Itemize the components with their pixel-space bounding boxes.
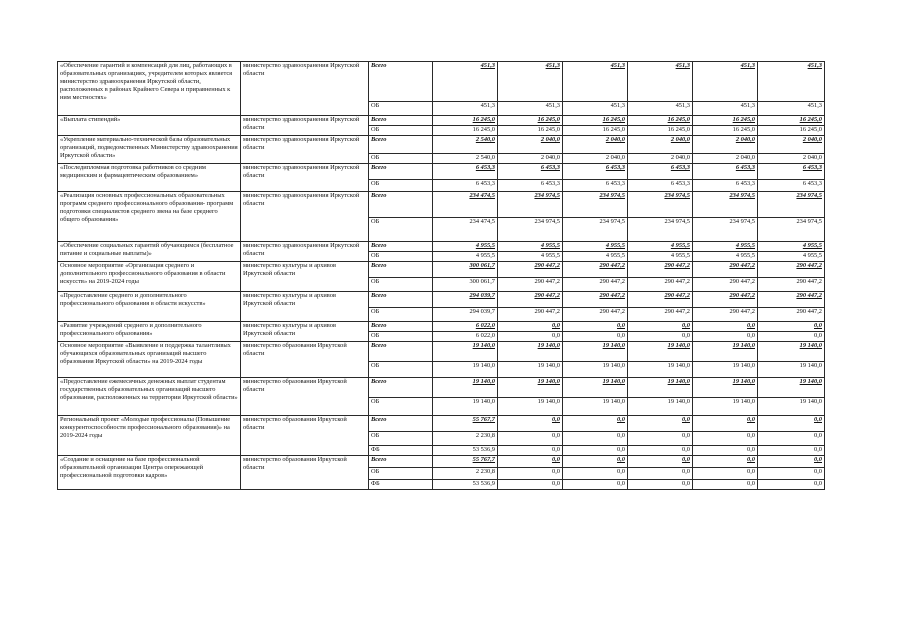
activity-name-cell: «Обеспечение социальных гарантий обучающимся (бесплатное питание и социальные выплаты)»: [58, 242, 241, 262]
funding-source-cell: ОБ: [369, 278, 433, 292]
amount-cell: 4 955,5: [433, 242, 498, 252]
amount-cell: 0,0: [693, 446, 758, 456]
amount-cell: 294 039,7: [433, 308, 498, 322]
funding-source-cell: Всего: [369, 192, 433, 218]
amount-cell: 290 447,2: [498, 292, 563, 308]
amount-cell: 0,0: [563, 468, 628, 480]
amount-cell: 290 447,2: [498, 308, 563, 322]
amount-cell: 55 767,7: [433, 456, 498, 468]
amount-cell: 451,3: [628, 62, 693, 102]
amount-cell: 19 140,0: [563, 342, 628, 362]
amount-cell: 0,0: [563, 322, 628, 332]
responsible-executor-cell: министерство образования Иркутской области: [241, 342, 369, 378]
amount-cell: 234 974,5: [498, 218, 563, 242]
amount-cell: 0,0: [628, 480, 693, 490]
amount-cell: 6 453,3: [693, 180, 758, 192]
amount-cell: 0,0: [498, 446, 563, 456]
amount-cell: 451,3: [693, 62, 758, 102]
amount-cell: 300 061,7: [433, 262, 498, 278]
responsible-executor-cell: министерство здравоохранения Иркутской области: [241, 164, 369, 192]
amount-cell: 234 474,5: [433, 192, 498, 218]
amount-cell: 0,0: [563, 416, 628, 432]
amount-cell: 290 447,2: [628, 308, 693, 322]
activity-name-cell: «Реализация основных профессиональных образовательных программ среднего профессионального образования- программ подготовки специалистов среднего звена на базе среднего общего образования»: [58, 192, 241, 242]
activity-name-cell: Региональный проект «Молодые профессионалы (Повышение конкурентоспособности профессионального образования)» на 2019-2024 годы: [58, 416, 241, 456]
amount-cell: 2 040,0: [758, 154, 825, 164]
responsible-executor-cell: министерство культуры и архивов Иркутской области: [241, 292, 369, 322]
table-row: [58, 62, 825, 102]
amount-cell: 234 474,5: [433, 218, 498, 242]
funding-source-cell: Всего: [369, 116, 433, 126]
responsible-executor-cell: министерство образования Иркутской области: [241, 416, 369, 456]
amount-cell: 0,0: [693, 468, 758, 480]
amount-cell: 16 245,0: [433, 126, 498, 136]
amount-cell: 290 447,2: [693, 262, 758, 278]
amount-cell: 0,0: [693, 480, 758, 490]
amount-cell: 2 040,0: [498, 154, 563, 164]
activity-name-cell: Основное мероприятие «Выявление и поддержка талантливых обучающихся образовательных организаций высшего образования Иркутской области» на 2019-2024 годы: [58, 342, 241, 378]
amount-cell: 6 453,3: [563, 164, 628, 180]
amount-cell: 16 245,0: [498, 116, 563, 126]
amount-cell: 0,0: [498, 432, 563, 446]
amount-cell: 19 140,0: [498, 398, 563, 416]
amount-cell: 0,0: [628, 468, 693, 480]
amount-cell: 2 040,0: [628, 136, 693, 154]
table-row: [58, 164, 825, 180]
responsible-executor-cell: министерство культуры и архивов Иркутской области: [241, 322, 369, 342]
amount-cell: 19 140,0: [628, 342, 693, 362]
amount-cell: 0,0: [498, 456, 563, 468]
responsible-executor-cell: министерство здравоохранения Иркутской области: [241, 136, 369, 164]
amount-cell: 6 453,3: [628, 180, 693, 192]
amount-cell: 451,3: [563, 62, 628, 102]
table-row: [58, 292, 825, 308]
amount-cell: 4 955,5: [433, 252, 498, 262]
amount-cell: 4 955,5: [628, 252, 693, 262]
activity-name-cell: «Создание и оснащение на базе профессиональной образовательной организации Центра опережающей профессиональной подготовки кадров»: [58, 456, 241, 490]
activity-name-cell: «Развитие учреждений среднего и дополнительного профессионального образования»: [58, 322, 241, 342]
amount-cell: 0,0: [628, 432, 693, 446]
amount-cell: 0,0: [563, 456, 628, 468]
amount-cell: 19 140,0: [433, 378, 498, 398]
amount-cell: 6 453,3: [433, 180, 498, 192]
amount-cell: 16 245,0: [563, 126, 628, 136]
amount-cell: 19 140,0: [693, 398, 758, 416]
amount-cell: 19 140,0: [693, 342, 758, 362]
amount-cell: 0,0: [498, 416, 563, 432]
budget-table-body: [58, 62, 825, 490]
responsible-executor-cell: министерство образования Иркутской области: [241, 378, 369, 416]
funding-source-cell: Всего: [369, 416, 433, 432]
amount-cell: 0,0: [628, 416, 693, 432]
table-row: [58, 262, 825, 278]
amount-cell: 234 974,5: [628, 192, 693, 218]
amount-cell: 4 955,5: [758, 242, 825, 252]
amount-cell: 19 140,0: [628, 398, 693, 416]
amount-cell: 234 974,5: [563, 218, 628, 242]
amount-cell: 6 453,3: [433, 164, 498, 180]
activity-name-cell: Основное мероприятие «Организация среднего и дополнительного профессионального образования в области искусств» на 2019-2024 годы: [58, 262, 241, 292]
amount-cell: 234 974,5: [758, 218, 825, 242]
amount-cell: 290 447,2: [628, 262, 693, 278]
amount-cell: 0,0: [758, 432, 825, 446]
amount-cell: 234 974,5: [693, 192, 758, 218]
amount-cell: 0,0: [498, 322, 563, 332]
amount-cell: 19 140,0: [433, 342, 498, 362]
funding-source-cell: Всего: [369, 164, 433, 180]
funding-source-cell: Всего: [369, 262, 433, 278]
funding-source-cell: ОБ: [369, 126, 433, 136]
amount-cell: 16 245,0: [498, 126, 563, 136]
amount-cell: 6 022,0: [433, 322, 498, 332]
amount-cell: 0,0: [693, 416, 758, 432]
amount-cell: 6 453,3: [758, 180, 825, 192]
table-row: [58, 322, 825, 332]
amount-cell: 290 447,2: [628, 278, 693, 292]
funding-source-cell: Всего: [369, 62, 433, 102]
amount-cell: 19 140,0: [758, 362, 825, 378]
amount-cell: 53 536,9: [433, 480, 498, 490]
amount-cell: 4 955,5: [563, 242, 628, 252]
amount-cell: 0,0: [563, 332, 628, 342]
responsible-executor-cell: министерство здравоохранения Иркутской области: [241, 242, 369, 262]
amount-cell: 0,0: [758, 468, 825, 480]
amount-cell: 0,0: [693, 322, 758, 332]
amount-cell: 2 040,0: [693, 136, 758, 154]
funding-source-cell: ОБ: [369, 332, 433, 342]
amount-cell: 451,3: [693, 102, 758, 116]
amount-cell: 0,0: [758, 416, 825, 432]
amount-cell: 290 447,2: [758, 308, 825, 322]
amount-cell: 451,3: [498, 102, 563, 116]
amount-cell: 4 955,5: [498, 242, 563, 252]
funding-source-cell: ОБ: [369, 362, 433, 378]
funding-source-cell: ОБ: [369, 432, 433, 446]
amount-cell: 290 447,2: [498, 278, 563, 292]
amount-cell: 290 447,2: [563, 308, 628, 322]
amount-cell: 4 955,5: [693, 242, 758, 252]
amount-cell: 2 040,0: [628, 154, 693, 164]
amount-cell: 4 955,5: [758, 252, 825, 262]
amount-cell: 0,0: [693, 432, 758, 446]
amount-cell: 290 447,2: [693, 278, 758, 292]
amount-cell: 19 140,0: [758, 342, 825, 362]
amount-cell: 234 974,5: [693, 218, 758, 242]
amount-cell: 53 536,9: [433, 446, 498, 456]
amount-cell: 19 140,0: [433, 398, 498, 416]
responsible-executor-cell: министерство здравоохранения Иркутской области: [241, 116, 369, 136]
amount-cell: 290 447,2: [758, 292, 825, 308]
amount-cell: 16 245,0: [628, 126, 693, 136]
amount-cell: 19 140,0: [498, 378, 563, 398]
responsible-executor-cell: министерство образования Иркутской области: [241, 456, 369, 490]
funding-source-cell: Всего: [369, 322, 433, 332]
activity-name-cell: «Укрепление материально-технической базы образовательных организаций, подведомственных Министерству здравоохранения Иркутской области»: [58, 136, 241, 164]
amount-cell: 19 140,0: [693, 378, 758, 398]
activity-name-cell: «Обеспечение гарантий и компенсаций для лиц, работающих в образовательных организациях, учредителем которых является министерство здравоохранения Иркутской области, расположенных в районах Крайнего Севера и приравненных к ним местностях»: [58, 62, 241, 116]
amount-cell: 16 245,0: [433, 116, 498, 126]
amount-cell: 234 974,5: [758, 192, 825, 218]
amount-cell: 0,0: [628, 322, 693, 332]
table-row: [58, 342, 825, 362]
amount-cell: 451,3: [433, 62, 498, 102]
responsible-executor-cell: министерство культуры и архивов Иркутской области: [241, 262, 369, 292]
amount-cell: 6 453,3: [628, 164, 693, 180]
activity-name-cell: «Выплата стипендий»: [58, 116, 241, 136]
amount-cell: 6 453,3: [693, 164, 758, 180]
amount-cell: 6 453,3: [498, 180, 563, 192]
amount-cell: 451,3: [498, 62, 563, 102]
amount-cell: 451,3: [758, 102, 825, 116]
amount-cell: 290 447,2: [563, 278, 628, 292]
amount-cell: 0,0: [498, 468, 563, 480]
amount-cell: 0,0: [628, 332, 693, 342]
amount-cell: 4 955,5: [563, 252, 628, 262]
table-row: [58, 416, 825, 432]
amount-cell: 16 245,0: [758, 116, 825, 126]
amount-cell: 234 974,5: [628, 218, 693, 242]
amount-cell: 290 447,2: [628, 292, 693, 308]
amount-cell: 234 974,5: [563, 192, 628, 218]
amount-cell: 6 022,0: [433, 332, 498, 342]
amount-cell: 290 447,2: [758, 262, 825, 278]
amount-cell: 0,0: [498, 480, 563, 490]
amount-cell: 234 974,5: [498, 192, 563, 218]
amount-cell: 4 955,5: [498, 252, 563, 262]
amount-cell: 16 245,0: [563, 116, 628, 126]
budget-table: [57, 61, 825, 490]
amount-cell: 290 447,2: [563, 262, 628, 278]
funding-source-cell: Всего: [369, 456, 433, 468]
funding-source-cell: ОБ: [369, 102, 433, 116]
amount-cell: 19 140,0: [433, 362, 498, 378]
amount-cell: 19 140,0: [563, 362, 628, 378]
responsible-executor-cell: министерство здравоохранения Иркутской области: [241, 62, 369, 116]
amount-cell: 290 447,2: [693, 292, 758, 308]
funding-source-cell: ОБ: [369, 180, 433, 192]
funding-source-cell: ОБ: [369, 468, 433, 480]
amount-cell: 0,0: [758, 480, 825, 490]
amount-cell: 4 955,5: [628, 242, 693, 252]
funding-source-cell: ФБ: [369, 480, 433, 490]
funding-source-cell: Всего: [369, 242, 433, 252]
funding-source-cell: Всего: [369, 292, 433, 308]
amount-cell: 0,0: [758, 322, 825, 332]
table-row: [58, 242, 825, 252]
amount-cell: 19 140,0: [563, 378, 628, 398]
amount-cell: 19 140,0: [628, 378, 693, 398]
funding-source-cell: ОБ: [369, 308, 433, 322]
amount-cell: 0,0: [758, 456, 825, 468]
amount-cell: 4 955,5: [693, 252, 758, 262]
amount-cell: 0,0: [563, 432, 628, 446]
amount-cell: 19 140,0: [758, 378, 825, 398]
amount-cell: 16 245,0: [628, 116, 693, 126]
amount-cell: 2 230,8: [433, 468, 498, 480]
funding-source-cell: ОБ: [369, 398, 433, 416]
amount-cell: 451,3: [433, 102, 498, 116]
funding-source-cell: Всего: [369, 378, 433, 398]
amount-cell: 2 040,0: [758, 136, 825, 154]
amount-cell: 2 540,0: [433, 136, 498, 154]
funding-source-cell: ФБ: [369, 446, 433, 456]
amount-cell: 0,0: [498, 332, 563, 342]
amount-cell: 2 230,8: [433, 432, 498, 446]
amount-cell: 290 447,2: [498, 262, 563, 278]
amount-cell: 0,0: [758, 446, 825, 456]
table-row: [58, 136, 825, 154]
amount-cell: 19 140,0: [758, 398, 825, 416]
funding-source-cell: Всего: [369, 342, 433, 362]
amount-cell: 19 140,0: [693, 362, 758, 378]
amount-cell: 16 245,0: [693, 116, 758, 126]
amount-cell: 2 040,0: [563, 136, 628, 154]
amount-cell: 290 447,2: [563, 292, 628, 308]
amount-cell: 19 140,0: [563, 398, 628, 416]
activity-name-cell: «Последипломная подготовка работников со средним медицинским и фармацевтическим образованием»: [58, 164, 241, 192]
funding-source-cell: ОБ: [369, 218, 433, 242]
amount-cell: 294 039,7: [433, 292, 498, 308]
amount-cell: 0,0: [563, 446, 628, 456]
funding-source-cell: ОБ: [369, 252, 433, 262]
amount-cell: 6 453,3: [563, 180, 628, 192]
amount-cell: 19 140,0: [498, 342, 563, 362]
amount-cell: 451,3: [563, 102, 628, 116]
amount-cell: 0,0: [628, 446, 693, 456]
amount-cell: 290 447,2: [758, 278, 825, 292]
responsible-executor-cell: министерство здравоохранения Иркутской области: [241, 192, 369, 242]
table-row: [58, 116, 825, 126]
amount-cell: 19 140,0: [628, 362, 693, 378]
activity-name-cell: «Предоставление ежемесячных денежных выплат студентам государственных образовательных организаций высшего образования, расположенных на территории Иркутской области»: [58, 378, 241, 416]
amount-cell: 0,0: [563, 480, 628, 490]
funding-source-cell: ОБ: [369, 154, 433, 164]
amount-cell: 6 453,3: [758, 164, 825, 180]
amount-cell: 16 245,0: [758, 126, 825, 136]
amount-cell: 2 540,0: [433, 154, 498, 164]
amount-cell: 0,0: [758, 332, 825, 342]
activity-name-cell: «Предоставление среднего и дополнительного профессионального образования в области искусств»: [58, 292, 241, 322]
amount-cell: 300 061,7: [433, 278, 498, 292]
amount-cell: 0,0: [693, 456, 758, 468]
funding-source-cell: Всего: [369, 136, 433, 154]
table-row: [58, 192, 825, 218]
amount-cell: 2 040,0: [563, 154, 628, 164]
amount-cell: 55 767,7: [433, 416, 498, 432]
table-row: [58, 456, 825, 468]
amount-cell: 2 040,0: [693, 154, 758, 164]
amount-cell: 16 245,0: [693, 126, 758, 136]
amount-cell: 0,0: [693, 332, 758, 342]
amount-cell: 451,3: [628, 102, 693, 116]
amount-cell: 19 140,0: [498, 362, 563, 378]
amount-cell: 6 453,3: [498, 164, 563, 180]
amount-cell: 451,3: [758, 62, 825, 102]
amount-cell: 290 447,2: [693, 308, 758, 322]
table-row: [58, 378, 825, 398]
amount-cell: 0,0: [628, 456, 693, 468]
amount-cell: 2 040,0: [498, 136, 563, 154]
